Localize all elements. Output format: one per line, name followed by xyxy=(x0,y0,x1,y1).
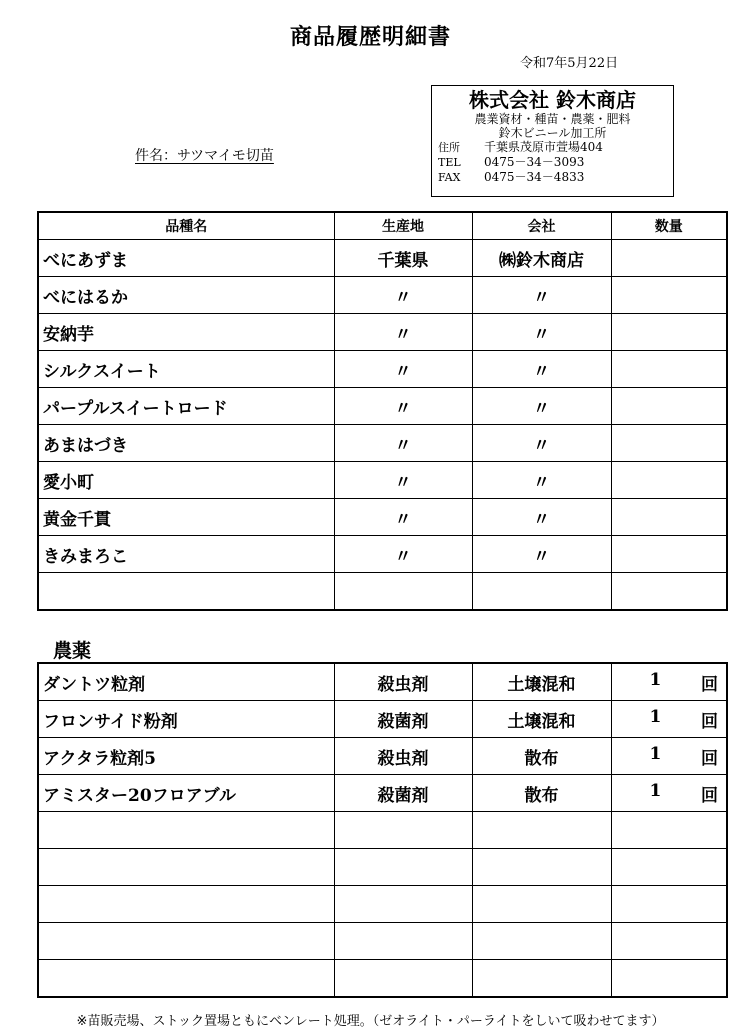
pesticide-type-cell xyxy=(334,812,472,849)
origin-cell: 〃 xyxy=(334,388,472,425)
application-count xyxy=(616,707,723,732)
origin-cell: 〃 xyxy=(334,425,472,462)
pesticide-type-cell: 殺菌剤 xyxy=(334,701,472,738)
count-unit: 回 xyxy=(701,674,718,695)
variety-row xyxy=(38,462,727,499)
company-fax: 0475－34－4833 xyxy=(484,170,585,184)
company-cell: ㈱鈴木商店 xyxy=(472,240,611,277)
count-value: 1 xyxy=(649,780,662,801)
quantity-cell xyxy=(611,351,727,388)
application-method-cell xyxy=(472,849,611,886)
pesticide-type-cell: 殺虫剤 xyxy=(334,738,472,775)
pesticide-type-cell xyxy=(334,960,472,998)
company-tel-row xyxy=(438,155,667,170)
company-name: 株式会社 鈴木商店 xyxy=(469,88,636,112)
pesticide-row xyxy=(38,775,727,812)
pesticide-type-cell xyxy=(334,886,472,923)
variety-row xyxy=(38,240,727,277)
company-cell: 〃 xyxy=(472,277,611,314)
company-tel: 0475－34－3093 xyxy=(484,155,585,169)
application-method-cell: 土壌混和 xyxy=(472,663,611,701)
pesticide-type-cell: 殺菌剤 xyxy=(334,775,472,812)
application-count xyxy=(616,781,723,806)
company-cell: 〃 xyxy=(472,351,611,388)
application-count-cell xyxy=(611,849,727,886)
variety-row xyxy=(38,351,727,388)
company-factory: 鈴木ビニール加工所 xyxy=(498,126,607,140)
count-value: 1 xyxy=(649,706,662,727)
pesticide-row xyxy=(38,849,727,886)
company-cell: 〃 xyxy=(472,425,611,462)
origin-cell: 〃 xyxy=(334,499,472,536)
variety-name-cell: あまはづき xyxy=(38,425,334,462)
quantity-cell xyxy=(611,573,727,611)
origin-cell: 〃 xyxy=(334,462,472,499)
count-value: 1 xyxy=(649,743,662,764)
application-method-cell: 土壌混和 xyxy=(472,701,611,738)
variety-name-cell: べにはるか xyxy=(38,277,334,314)
application-method-cell xyxy=(472,923,611,960)
application-count-cell xyxy=(611,923,727,960)
pesticide-name-cell: フロンサイド粉剤 xyxy=(38,701,334,738)
quantity-cell xyxy=(611,536,727,573)
variety-name-cell: シルクスイート xyxy=(38,351,334,388)
company-cell: 〃 xyxy=(472,314,611,351)
variety-name-cell: 愛小町 xyxy=(38,462,334,499)
variety-name-cell: べにあずま xyxy=(38,240,334,277)
application-count-cell xyxy=(611,663,727,701)
variety-name-cell: 黄金千貫 xyxy=(38,499,334,536)
pesticide-name-cell xyxy=(38,849,334,886)
pesticide-table xyxy=(37,662,728,998)
application-method-cell xyxy=(472,812,611,849)
pesticide-name-cell xyxy=(38,923,334,960)
variety-table xyxy=(37,211,728,611)
pesticide-name-cell: アクタラ粒剤5 xyxy=(38,738,334,775)
variety-name-cell xyxy=(38,573,334,611)
origin-cell xyxy=(334,573,472,611)
quantity-cell xyxy=(611,499,727,536)
variety-row xyxy=(38,425,727,462)
document-date: 令和7年5月22日 xyxy=(520,56,619,71)
company-address: 千葉県茂原市萱場404 xyxy=(484,140,603,154)
quantity-cell xyxy=(611,277,727,314)
pesticide-row xyxy=(38,923,727,960)
company-address-row xyxy=(438,140,667,155)
variety-name-cell: きみまろこ xyxy=(38,536,334,573)
footnote: ※苗販売場、ストック置場ともにベンレート処理。（ゼオライト・パーライトをしいて吸わせてます） xyxy=(76,1014,665,1029)
company-cell: 〃 xyxy=(472,462,611,499)
pesticide-name-cell xyxy=(38,886,334,923)
address-label: 住所 xyxy=(438,141,460,154)
variety-name-cell: 安納芋 xyxy=(38,314,334,351)
quantity-cell xyxy=(611,240,727,277)
pesticide-row xyxy=(38,960,727,998)
company-business: 農業資材・種苗・農薬・肥料 xyxy=(474,112,631,126)
variety-row xyxy=(38,573,727,611)
origin-cell: 〃 xyxy=(334,351,472,388)
pesticide-row xyxy=(38,886,727,923)
company-stamp xyxy=(431,85,674,197)
application-method-cell xyxy=(472,886,611,923)
page-title: 商品履歴明細書 xyxy=(289,24,451,50)
application-count-cell xyxy=(611,701,727,738)
pesticide-type-cell xyxy=(334,849,472,886)
fax-label: FAX xyxy=(438,171,461,184)
origin-cell: 〃 xyxy=(334,536,472,573)
company-fax-row xyxy=(438,170,667,185)
header-variety: 品種名 xyxy=(38,212,334,240)
variety-name-cell: パープルスイートロード xyxy=(38,388,334,425)
variety-row xyxy=(38,277,727,314)
header-origin: 生産地 xyxy=(334,212,472,240)
pesticide-row xyxy=(38,812,727,849)
pesticide-type-cell xyxy=(334,923,472,960)
application-count xyxy=(616,744,723,769)
quantity-cell xyxy=(611,425,727,462)
company-cell: 〃 xyxy=(472,536,611,573)
count-unit: 回 xyxy=(701,748,718,769)
company-cell: 〃 xyxy=(472,499,611,536)
pesticide-row xyxy=(38,738,727,775)
pesticide-section-title: 農薬 xyxy=(53,640,92,662)
quantity-cell xyxy=(611,388,727,425)
header-company: 会社 xyxy=(472,212,611,240)
variety-header-row xyxy=(38,212,727,240)
header-quantity: 数量 xyxy=(611,212,727,240)
pesticide-name-cell xyxy=(38,960,334,998)
count-unit: 回 xyxy=(701,785,718,806)
application-count-cell xyxy=(611,812,727,849)
pesticide-row xyxy=(38,701,727,738)
pesticide-row xyxy=(38,663,727,701)
application-count-cell xyxy=(611,775,727,812)
pesticide-type-cell: 殺虫剤 xyxy=(334,663,472,701)
application-count-cell xyxy=(611,738,727,775)
subject-line: 件名：サツマイモ切苗 xyxy=(135,148,274,164)
origin-cell: 〃 xyxy=(334,314,472,351)
count-unit: 回 xyxy=(701,711,718,732)
pesticide-name-cell xyxy=(38,812,334,849)
quantity-cell xyxy=(611,314,727,351)
origin-cell: 〃 xyxy=(334,277,472,314)
quantity-cell xyxy=(611,462,727,499)
application-count xyxy=(616,670,723,695)
variety-row xyxy=(38,314,727,351)
application-method-cell: 散布 xyxy=(472,775,611,812)
application-count-cell xyxy=(611,960,727,998)
variety-row xyxy=(38,499,727,536)
origin-cell: 千葉県 xyxy=(334,240,472,277)
variety-row xyxy=(38,536,727,573)
pesticide-name-cell: アミスター20フロアブル xyxy=(38,775,334,812)
pesticide-name-cell: ダントツ粒剤 xyxy=(38,663,334,701)
company-cell xyxy=(472,573,611,611)
application-method-cell: 散布 xyxy=(472,738,611,775)
application-method-cell xyxy=(472,960,611,998)
company-cell: 〃 xyxy=(472,388,611,425)
application-count-cell xyxy=(611,886,727,923)
tel-label: TEL xyxy=(438,156,461,169)
variety-row xyxy=(38,388,727,425)
count-value: 1 xyxy=(649,669,662,690)
